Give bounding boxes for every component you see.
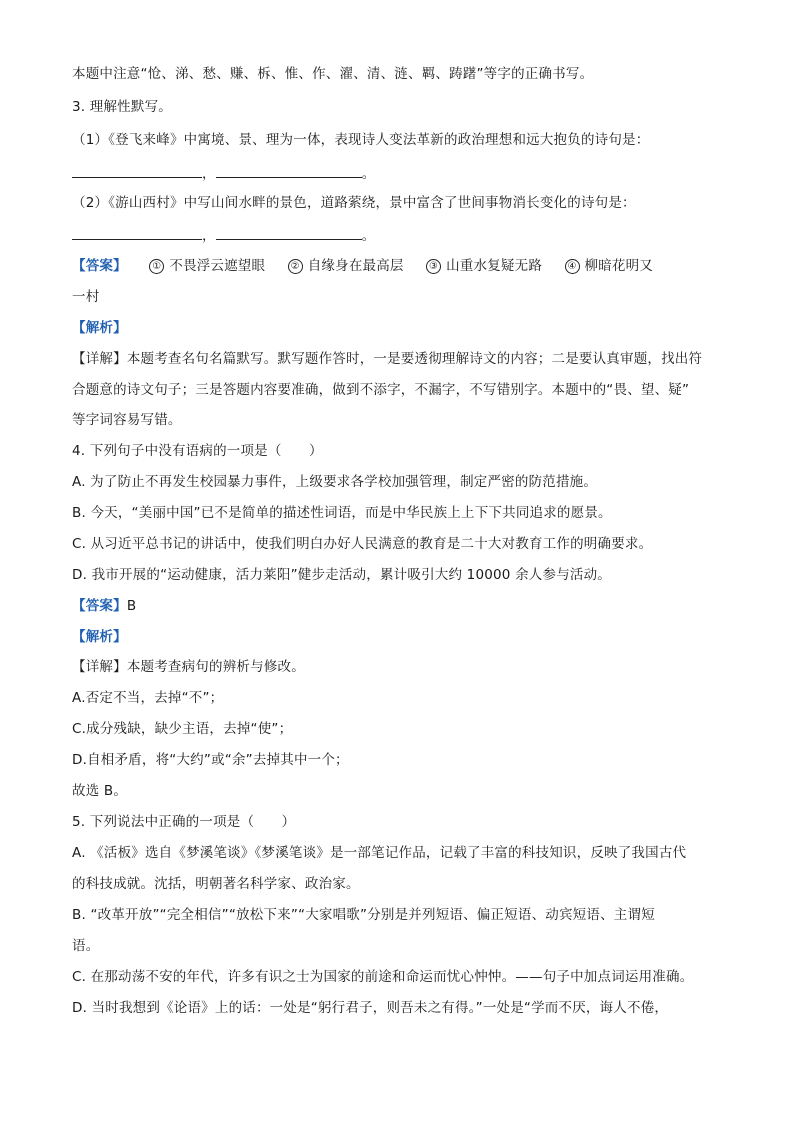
answer-line [72,256,722,276]
number-3-icon: ③ [426,259,441,274]
detail-line [72,349,722,369]
text-line: 合题意的诗文句子；三是答题内容要准确，做到不添字，不漏字，不写错别字。本题中的“畏、望、疑” [72,382,690,398]
text-line: C.成分残缺，缺少主语，去掉“使”； [72,721,293,737]
detail-tag: 【详解】 [72,659,127,675]
question-3-1-blanks [72,163,722,184]
answer-item-2 [288,256,404,276]
answer-tag: 【答案】 [72,598,127,614]
option-c: C. 从习近平总书记的讲话中，使我们明白办好人民满意的教育是二十大对教育工作的明确要求。 [72,536,653,552]
fill-blank[interactable] [216,225,362,240]
option-c: C. 在那动荡不安的年代，许多有识之士为国家的前途和命运而忧心忡忡。——句子中加点词运用准确。 [72,969,694,985]
option-b: B. “改革开放”“完全相信”“放松下来”“大家唱歌”分别是并列短语、偏正短语、动宾短语、主谓短 [72,907,655,923]
question-3-2-blanks [72,225,722,246]
answer-item-1 [149,256,265,276]
text-line: D.自相矛盾，将“大约”或“余”去掉其中一个； [72,752,349,768]
question-3-2-prompt: （2）《游山西村》中写山间水畔的景色，道路萦绕，景中富含了世间事物消长变化的诗句是： [72,195,636,211]
detail-tag: 【详解】 [72,351,127,367]
answer-text: 不畏浮云遮望眼 [169,258,266,274]
question-3-title: 3. 理解性默写。 [72,99,172,115]
analysis-tag: 【解析】 [72,320,127,336]
comma: ， [202,166,216,182]
answer-text: 山重水复疑无路 [446,258,543,274]
answer-continued: 一村 [72,289,100,305]
detail-text: 本题考查名句名篇默写。默写题作答时，一是要透彻理解诗文的内容；二是要认真审题，找出符 [126,351,703,367]
number-1-icon: ① [149,259,164,274]
option-d: D. 当时我想到《论语》上的话：一处是“躬行君子，则吾未之有得。”一处是“学而不厌，诲人不倦， [72,1000,669,1016]
detail-text: 本题考查病句的辨析与修改。 [126,659,305,675]
answer-text: 柳暗花明又 [584,258,654,274]
text-line: 本题中注意“怆、涕、愁、赚、柝、惟、作、濯、清、涟、羁、踌躇”等字的正确书写。 [72,66,594,82]
question-3-1-prompt: （1）《登飞来峰》中寓境、景、理为一体，表现诗人变法革新的政治理想和远大抱负的诗句是： [72,132,650,148]
text-line: 等字词容易写错。 [72,412,182,428]
option-a: A. 《活板》选自《梦溪笔谈》《梦溪笔谈》是一部笔记作品，记载了丰富的科技知识，反映了我国古代 [72,845,687,861]
fill-blank[interactable] [72,163,202,178]
question-5-title: 5. 下列说法中正确的一项是（ ） [72,814,296,830]
answer-text: 自缘身在最高层 [307,258,404,274]
option-d: D. 我市开展的“运动健康，活力莱阳”健步走活动，累计吸引大约 10000 余人参与活动。 [72,567,611,583]
question-4-title: 4. 下列句子中没有语病的一项是（ ） [72,443,323,459]
answer-item-3 [426,256,542,276]
text-line: 故选 B。 [72,783,128,799]
period: 。 [361,166,376,182]
number-4-icon: ④ [565,259,580,274]
period: 。 [361,228,376,244]
text-line: 语。 [72,938,100,954]
option-b: B. 今天，“美丽中国”已不是简单的描述性词语，而是中华民族上上下下共同追求的愿景。 [72,505,612,521]
answer-item-4 [565,256,654,276]
answer-line [72,596,722,616]
detail-line [72,657,722,677]
fill-blank[interactable] [72,225,202,240]
number-2-icon: ② [288,259,303,274]
text-line: A.否定不当，去掉“不”； [72,690,224,706]
option-a: A. 为了防止不再发生校园暴力事件，上级要求各学校加强管理，制定严密的防范措施。 [72,474,598,490]
answer-tag: 【答案】 [72,258,127,274]
text-line: 的科技成就。沈括，明朝著名科学家、政治家。 [72,876,360,892]
answer-value: B [126,598,137,614]
fill-blank[interactable] [216,163,362,178]
analysis-tag: 【解析】 [72,629,127,645]
comma: ， [202,228,216,244]
